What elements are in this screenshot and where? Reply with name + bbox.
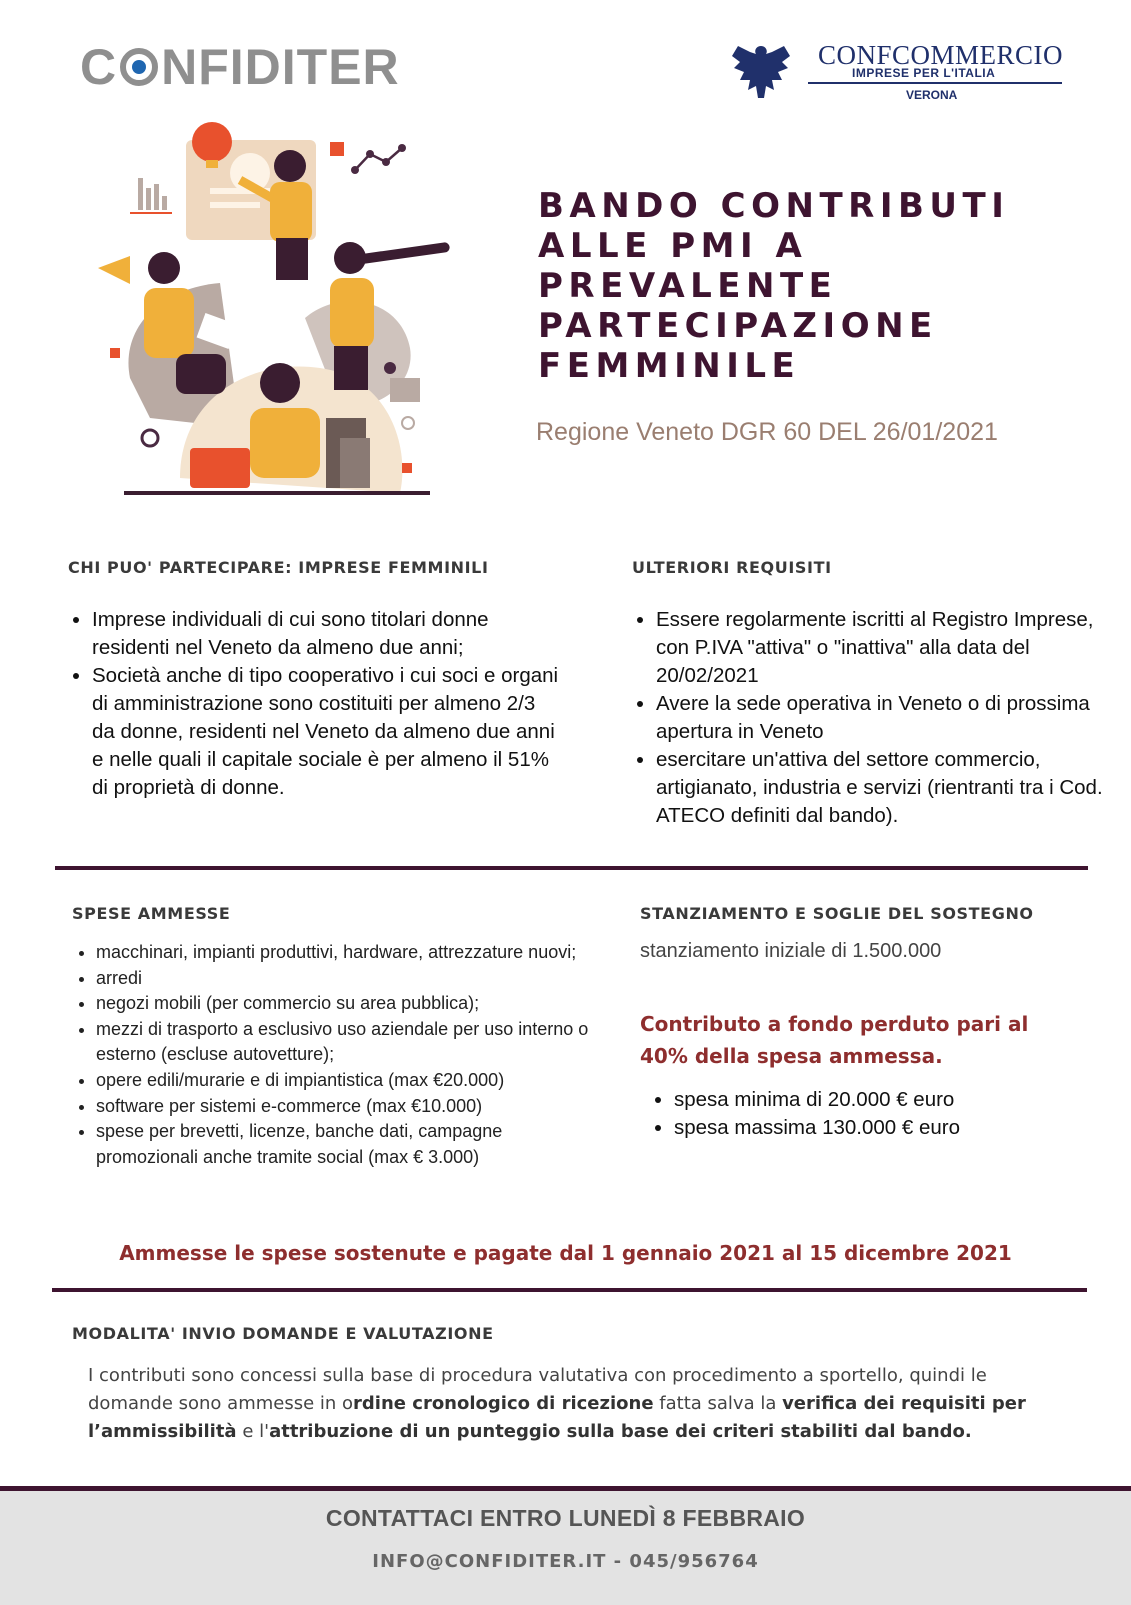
footer-contact: INFO@CONFIDITER.IT - 045/956764 — [372, 1551, 759, 1572]
title-line: PREVALENTE — [538, 266, 838, 306]
confcommercio-rule — [808, 82, 1062, 84]
confiditer-logo — [80, 38, 400, 96]
list-item: • arredi — [96, 966, 596, 992]
list-item: • mezzi di trasporto a esclusivo uso aziendale per uso interno o esterno (escluse autovetture); — [96, 1017, 596, 1068]
chi-puo-list — [68, 606, 562, 802]
ammesse-note: Ammesse le spese sostenute e pagate dal 1 gennaio 2021 al 15 dicembre 2021 — [119, 1241, 1012, 1265]
spese-heading: SPESE AMMESSE — [72, 904, 231, 923]
confiditer-logo-rest: NFIDITER — [161, 39, 400, 95]
section-divider — [52, 1288, 1087, 1292]
confcommercio-logo — [728, 40, 1068, 106]
confcommercio-tagline: IMPRESE PER L'ITALIA — [852, 66, 996, 80]
spese-list — [72, 940, 596, 1170]
title-line: BANDO CONTRIBUTI — [538, 186, 1010, 226]
footer-deadline: CONTATTACI ENTRO LUNEDÌ 8 FEBBRAIO — [325, 1505, 806, 1531]
list-item: • macchinari, impianti produttivi, hardware, attrezzature nuovi; — [96, 940, 596, 966]
list-item: • negozi mobili (per commercio su area pubblica); — [96, 991, 596, 1017]
modalita-heading: MODALITA' INVIO DOMANDE E VALUTAZIONE — [72, 1324, 494, 1343]
footer-banner — [0, 1486, 1131, 1605]
soglie-list — [650, 1086, 1074, 1142]
confiditer-logo-mark-icon — [119, 47, 159, 87]
list-item: • spesa minima di 20.000 € euro — [674, 1086, 1074, 1114]
list-item: • spesa massima 130.000 € euro — [674, 1114, 1074, 1142]
modalita-bold: rdine cronologico di ricezione — [353, 1393, 654, 1414]
list-item: • esercitare un'attiva del settore commercio, artigianato, industria e servizi (rientranti tra i Cod. ATECO definiti dal bando). — [656, 746, 1106, 830]
ulteriori-list — [632, 606, 1106, 830]
ulteriori-heading: ULTERIORI REQUISITI — [632, 558, 832, 577]
main-title — [538, 186, 1058, 386]
list-item: • spese per brevetti, licenze, banche dati, campagne promozionali anche tramite social (max € 3.000) — [96, 1119, 596, 1170]
title-line: ALLE PMI A — [538, 226, 808, 266]
modalita-text: e l' — [236, 1421, 270, 1442]
list-item: • Società anche di tipo cooperativo i cui soci e organi di amministrazione sono costituiti per almeno 2/3 da donne, residenti nel Veneto da almeno due anni e nelle quali il capitale sociale è per almeno il 51% di proprietà di donne. — [92, 662, 562, 802]
title-line: PARTECIPAZIONE — [538, 306, 938, 346]
list-item: • software per sistemi e-commerce (max €10.000) — [96, 1094, 596, 1120]
title-line: FEMMINILE — [538, 346, 801, 386]
section-divider — [55, 866, 1088, 870]
eagle-icon — [728, 40, 794, 102]
confcommercio-city: VERONA — [906, 88, 958, 102]
modalita-text: fatta salva la — [653, 1393, 783, 1414]
modalita-paragraph — [88, 1362, 1048, 1446]
women-business-illustration — [90, 118, 460, 508]
stanziamento-heading: STANZIAMENTO E SOGLIE DEL SOSTEGNO — [640, 904, 1034, 923]
list-item: • opere edili/murarie e di impiantistica (max €20.000) — [96, 1068, 596, 1094]
contributo-text: Contributo a fondo perduto pari al 40% della spesa ammessa. — [640, 1012, 1029, 1068]
list-item: • Avere la sede operativa in Veneto o di prossima apertura in Veneto — [656, 690, 1106, 746]
modalita-bold: attribuzione di un punteggio sulla base dei criteri stabiliti dal bando. — [269, 1421, 972, 1442]
list-item: • Imprese individuali di cui sono titolari donne residenti nel Veneto da almeno due anni; — [92, 606, 562, 662]
confiditer-logo-c: C — [80, 39, 118, 95]
chi-puo-heading: CHI PUO' PARTECIPARE: IMPRESE FEMMINILI — [68, 558, 489, 577]
confcommercio-name: CONFCOMMERCIO — [818, 40, 1064, 70]
stanziamento-initial: stanziamento iniziale di 1.500.000 — [640, 940, 942, 962]
modalita-text: I contributi sono concessi sulla base di procedura valutativa con procedimento a sportello, quindi le domande sono ammesse in o — [88, 1365, 987, 1414]
subtitle: Regione Veneto DGR 60 DEL 26/01/2021 — [536, 418, 998, 446]
list-item: • Essere regolarmente iscritti al Registro Imprese, con P.IVA "attiva" o "inattiva" alla data del 20/02/2021 — [656, 606, 1106, 690]
modalita-bold: verifica dei requisiti per l’ammissibilità — [88, 1393, 1026, 1442]
